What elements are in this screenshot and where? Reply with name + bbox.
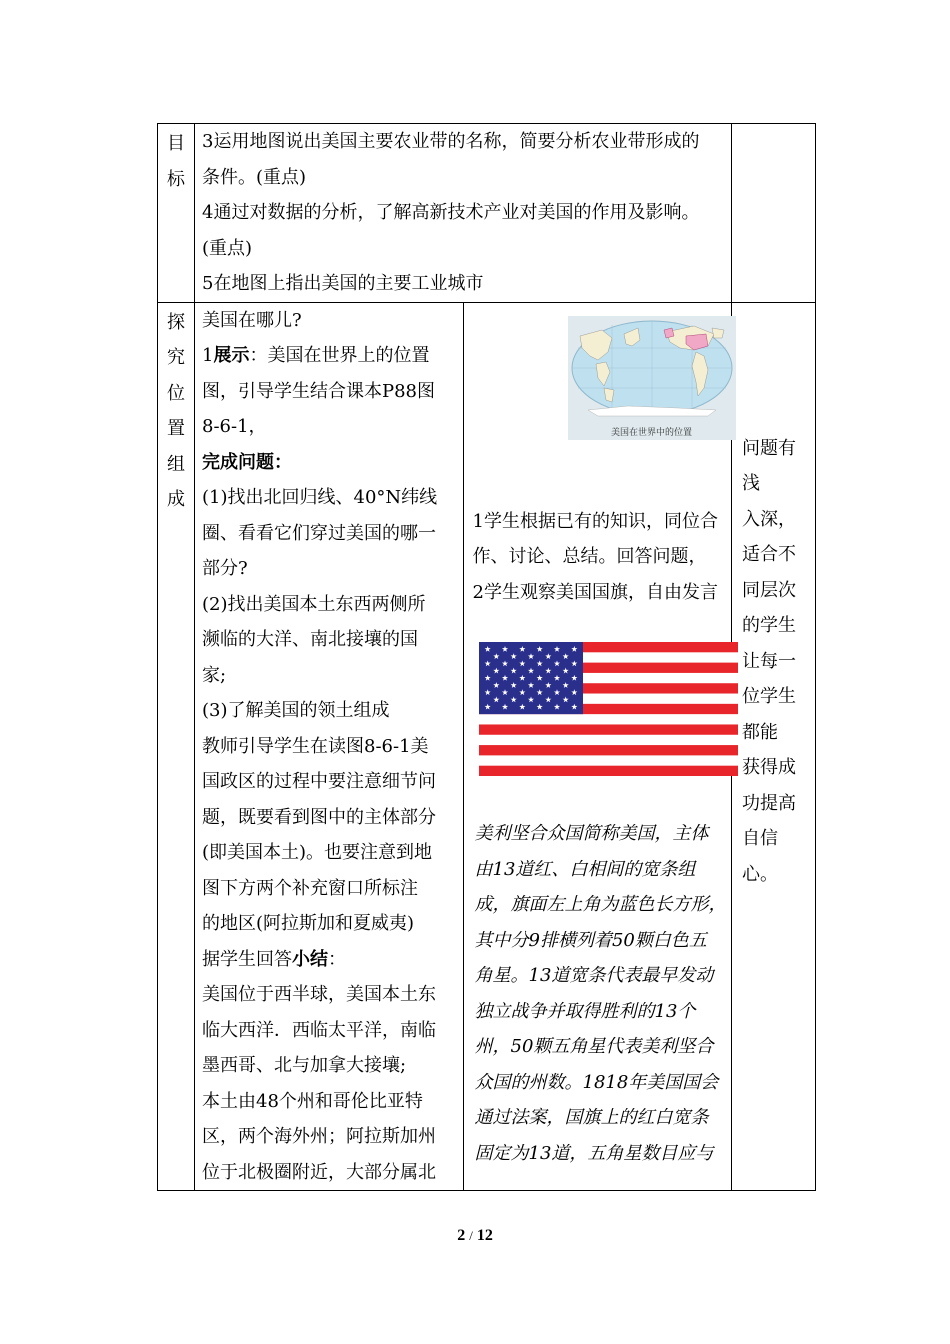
goal-line: 5在地图上指出美国的主要工业城市 bbox=[202, 273, 484, 294]
task-line: (3)了解美国的领土组成 bbox=[202, 700, 390, 721]
goal-line: 3运用地图说出美国主要农业带的名称，简要分析农业带形成的 bbox=[202, 131, 700, 152]
task-line: 的地区(阿拉斯加和夏威夷) bbox=[202, 913, 415, 934]
task-heading: 完成问题： bbox=[202, 451, 292, 473]
inquiry-row bbox=[158, 302, 816, 1191]
text-line: 8-6-1， bbox=[202, 416, 267, 437]
flag-description-line: 州，50颗五角星代表美利坚合 bbox=[474, 1036, 714, 1057]
goals-content-cell bbox=[195, 124, 732, 303]
page-number bbox=[0, 1227, 950, 1245]
flag-description-line: 固定为13道，五角星数目应与 bbox=[474, 1142, 714, 1164]
section-title: 美国在哪儿? bbox=[202, 309, 302, 331]
summary-line: 位于北极圈附近，大部分属北 bbox=[202, 1161, 436, 1183]
task-line: (1)找出北回归线、40°N纬线 bbox=[202, 487, 438, 508]
task-line: (即美国本土)。也要注意到地 bbox=[202, 842, 433, 863]
summary-line: 墨西哥、北与加拿大接壤; bbox=[202, 1055, 407, 1076]
us-flag-image bbox=[479, 642, 738, 776]
world-map-graphic bbox=[568, 316, 736, 440]
student-line: 2学生观察美国国旗，自由发言 bbox=[472, 581, 718, 603]
note-line: 都能 bbox=[742, 721, 778, 743]
summary-line: 临大西洋．西临太平洋，南临 bbox=[202, 1019, 436, 1041]
task-line: 家; bbox=[202, 664, 227, 686]
task-line: (2)找出美国本土东西两侧所 bbox=[202, 593, 426, 615]
task-line: 圈、看看它们穿过美国的哪一 bbox=[202, 522, 436, 544]
flag-description-line: 由13道红、白相间的宽条组 bbox=[474, 858, 696, 880]
design-note bbox=[732, 431, 815, 893]
map-caption: 美国在世界中的位置 bbox=[610, 427, 692, 438]
note-line: 位学生 bbox=[742, 686, 796, 707]
task-lines bbox=[195, 480, 463, 942]
goal-line: 4通过对数据的分析，了解高新技术产业对美国的作用及影响。 bbox=[202, 202, 700, 223]
note-line: 功提高 bbox=[742, 792, 796, 814]
flag-stripe bbox=[479, 735, 738, 746]
note-line: 的学生 bbox=[742, 615, 796, 636]
inquiry-label-cell bbox=[158, 302, 195, 1191]
note-line: 同层次 bbox=[742, 579, 796, 601]
flag-description-line: 独立战争并取得胜利的13个 bbox=[474, 1000, 696, 1022]
flag-stripe bbox=[479, 766, 738, 776]
note-line: 心。 bbox=[742, 863, 778, 885]
note-line: 浅 bbox=[742, 473, 760, 494]
note-line: 获得成 bbox=[742, 757, 796, 778]
flag-description-line: 成，旗面左上角为蓝色长方形， bbox=[474, 894, 727, 915]
student-line: 1学生根据已有的知识，同位合 bbox=[472, 510, 718, 532]
flag-stripe bbox=[479, 755, 738, 766]
note-line: 入深， bbox=[742, 508, 796, 530]
student-activity-cell bbox=[463, 302, 732, 1191]
goal-line: (重点) bbox=[202, 237, 253, 259]
flag-description-line: 美利坚合众国简称美国，主体 bbox=[474, 823, 709, 844]
goals-label-cell bbox=[158, 124, 195, 303]
task-line: 部分? bbox=[202, 558, 248, 579]
inquiry-label: 探 究 位 置 组 成 bbox=[167, 311, 185, 510]
summary-line: 区，两个海外州；阿拉斯加州 bbox=[202, 1126, 436, 1147]
note-line: 让每一 bbox=[742, 650, 796, 672]
summary-heading: 据学生回答小结： bbox=[202, 948, 346, 970]
show-line: 1展示：美国在世界上的位置 bbox=[202, 345, 430, 366]
note-line: 自信 bbox=[742, 828, 778, 849]
goal-line: 条件。(重点) bbox=[202, 166, 307, 188]
flag-stripe bbox=[479, 714, 738, 725]
flag-description-line: 众国的州数。1818年美国国会 bbox=[474, 1071, 719, 1093]
text-line: 图，引导学生结合课本P88图 bbox=[202, 380, 436, 402]
page-current: 2 bbox=[457, 1227, 466, 1244]
flag-canton bbox=[479, 642, 583, 714]
summary-lines bbox=[195, 977, 463, 1190]
goals-label: 目 标 bbox=[167, 133, 185, 190]
flag-stripe bbox=[479, 745, 738, 756]
task-line: 国政区的过程中要注意细节问 bbox=[202, 771, 436, 792]
flag-description-line: 角星。13道宽条代表最早发动 bbox=[474, 965, 714, 986]
task-line: 图下方两个补充窗口所标注 bbox=[202, 877, 418, 899]
world-map-image bbox=[568, 316, 736, 440]
page-separator: / bbox=[469, 1228, 473, 1243]
summary-line: 本土由48个州和哥伦比亚特 bbox=[202, 1090, 423, 1112]
task-line: 教师引导学生在读图8-6-1美 bbox=[202, 735, 429, 757]
page-total: 12 bbox=[476, 1227, 493, 1244]
teacher-activity-cell bbox=[195, 302, 464, 1191]
summary-line: 美国位于西半球，美国本土东 bbox=[202, 984, 436, 1005]
flag-description bbox=[464, 816, 732, 1171]
goals-note-cell bbox=[732, 124, 816, 303]
lesson-table bbox=[157, 123, 816, 1191]
student-line: 作、讨论、总结。回答问题， bbox=[472, 546, 707, 567]
goals-row bbox=[158, 124, 816, 303]
flag-stripe bbox=[479, 724, 738, 735]
task-line: 濒临的大洋、南北接壤的国 bbox=[202, 629, 418, 650]
note-line: 问题有 bbox=[742, 437, 796, 459]
design-note-cell bbox=[732, 302, 816, 1191]
flag-description-line: 通过法案，国旗上的红白宽条 bbox=[474, 1107, 709, 1128]
student-text bbox=[464, 504, 732, 611]
flag-description-line: 其中分9排横列着50颗白色五 bbox=[474, 929, 707, 951]
task-line: 题，既要看到图中的主体部分 bbox=[202, 806, 436, 828]
note-line: 适合不 bbox=[742, 544, 796, 565]
